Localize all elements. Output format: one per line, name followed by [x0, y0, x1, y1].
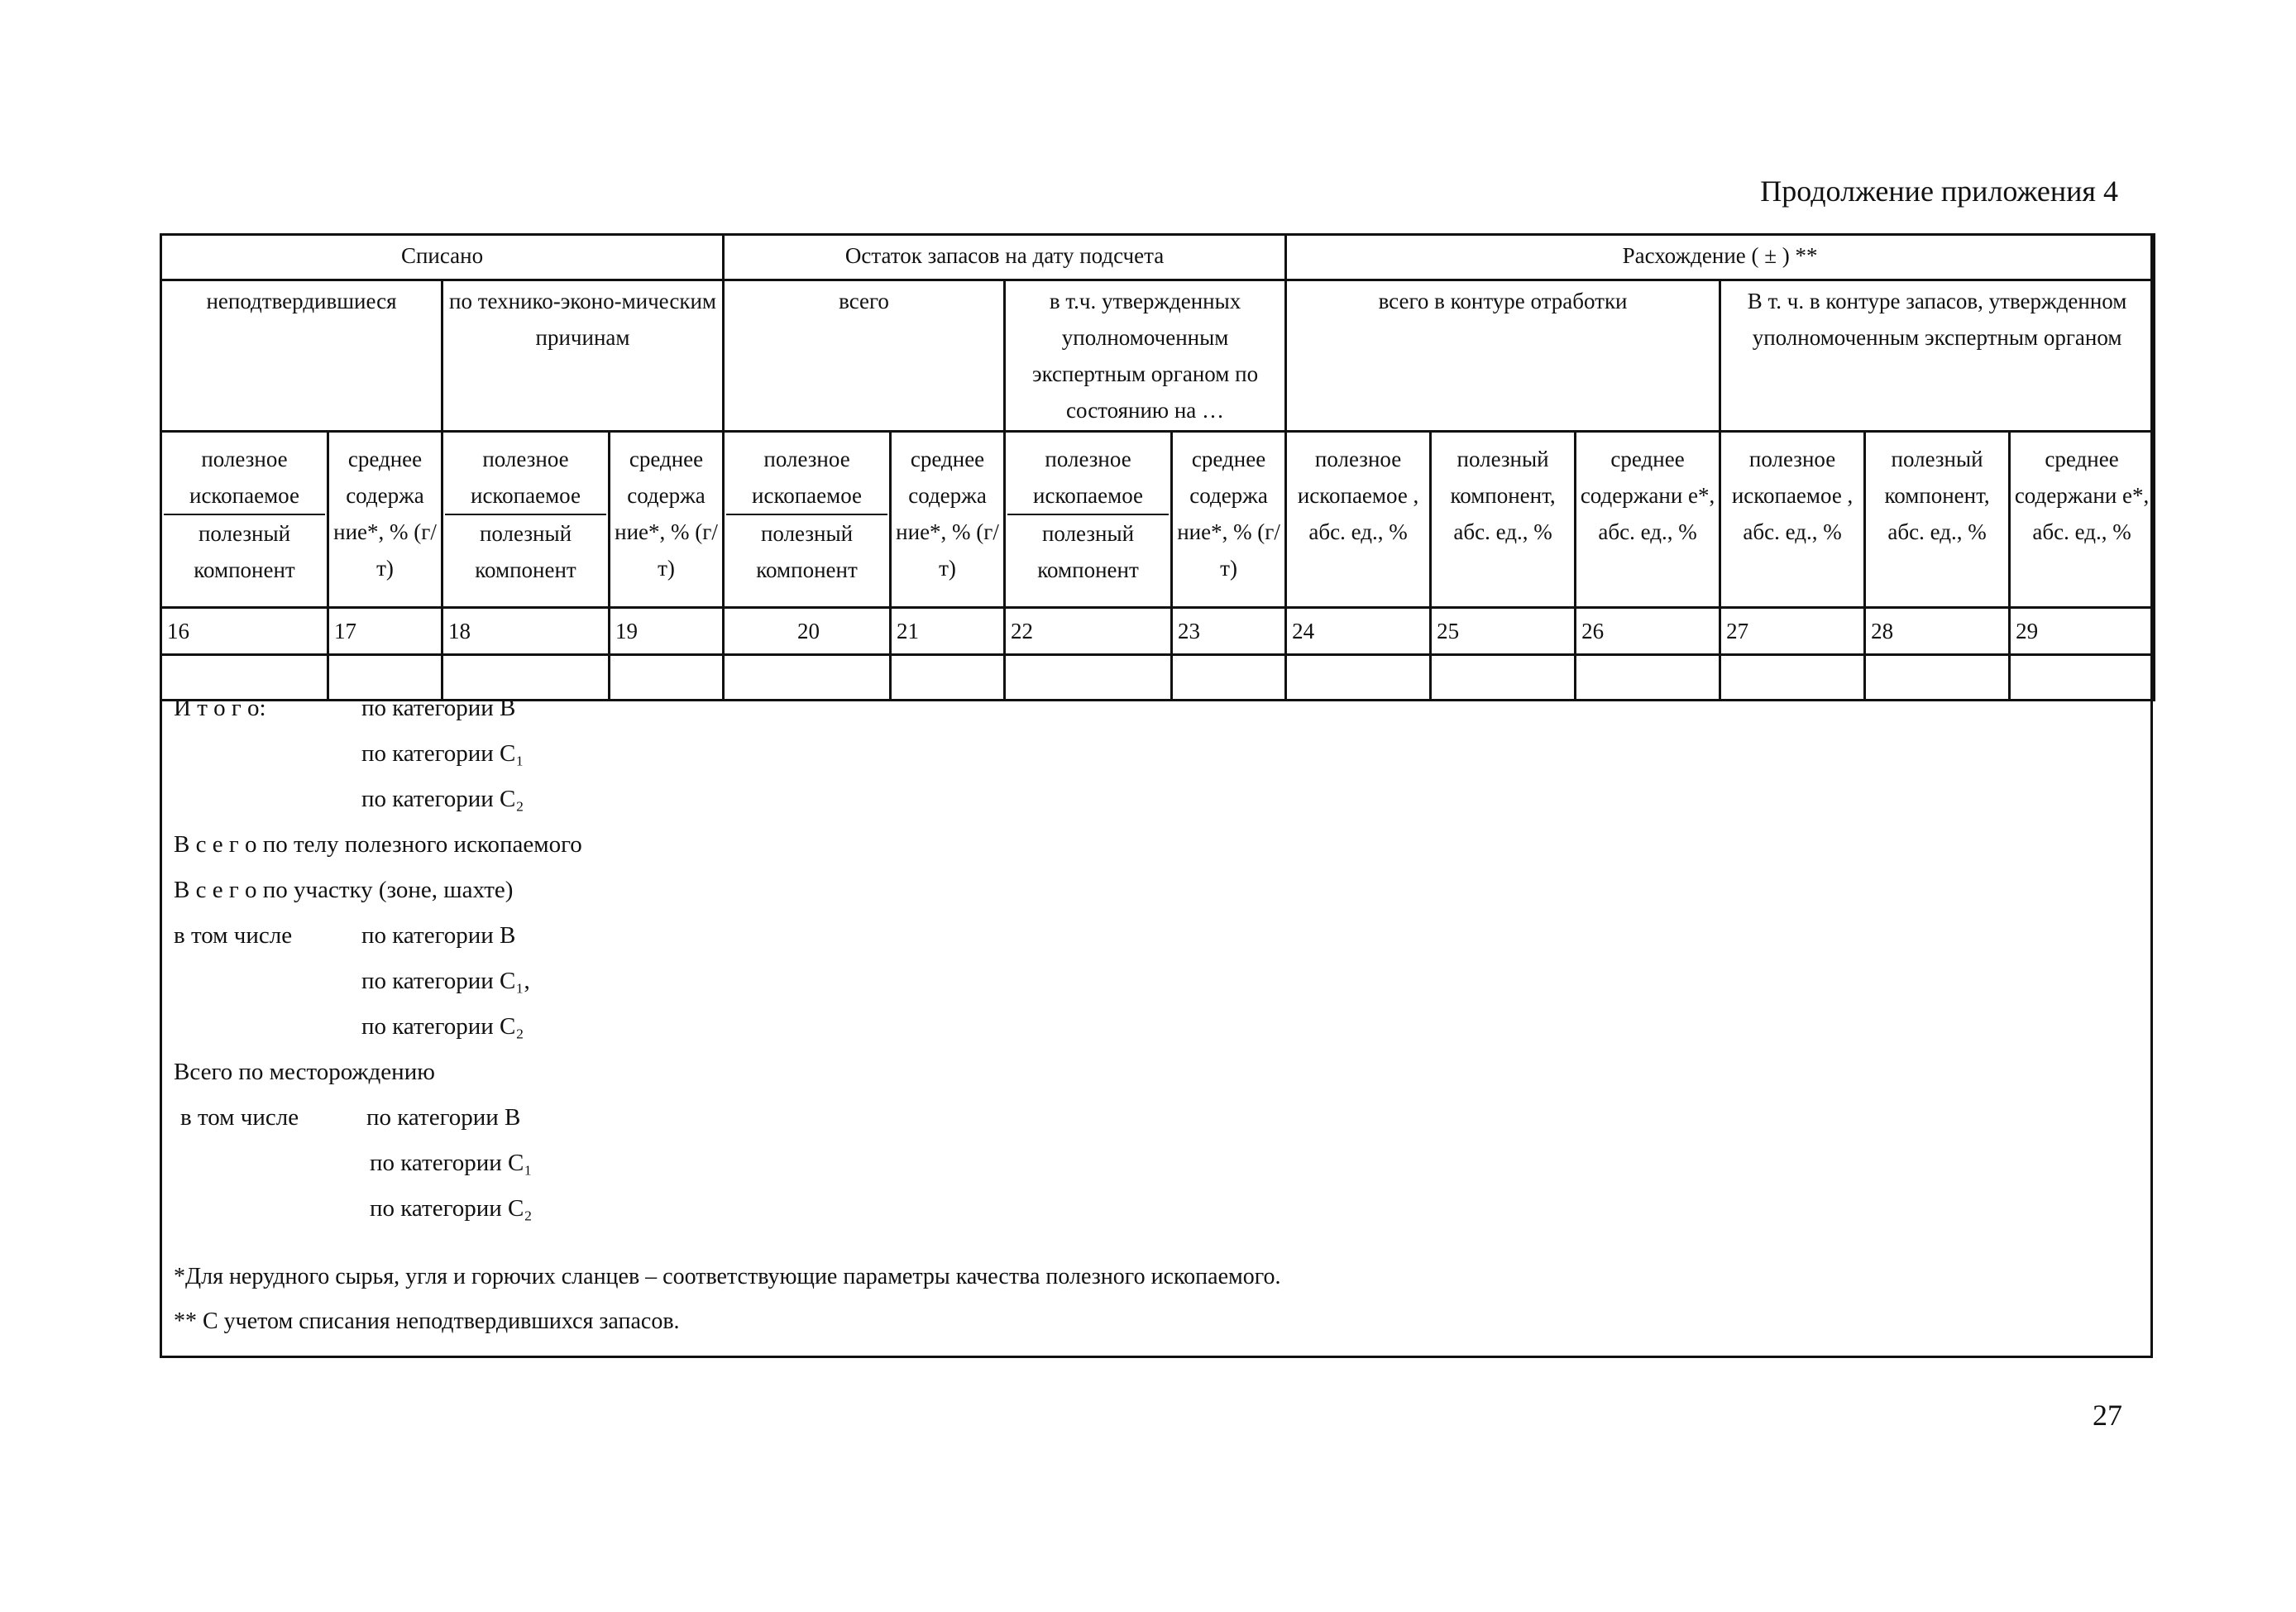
deposit-cat-b: по категории В — [366, 1104, 521, 1131]
col-number: 29 — [2010, 608, 2155, 655]
col-number: 16 — [161, 608, 328, 655]
col-head-16: $\frac{\text{полезное ископаемое}}{\text{полезный компонент}}$ — [161, 432, 328, 608]
page-heading: Продолжение приложения 4 — [1760, 175, 2118, 208]
subgroup-approved-contour: В т. ч. в контуре запасов, утвержденном уполномоченным экспертным органом — [1720, 280, 2155, 432]
col-number: 25 — [1431, 608, 1576, 655]
col-head-26: среднее содержани е*, абс. ед., % — [1576, 432, 1720, 608]
subgroup-total: всего — [724, 280, 1005, 432]
totals-cat-c1: по категории С₁ — [361, 740, 524, 767]
total-ore-body: В с е г о по телу полезного ископаемого — [174, 831, 582, 858]
col-number: 20 — [724, 608, 891, 655]
deposit-cat-c1: по категории С₁ — [370, 1150, 533, 1176]
empty-cell — [328, 655, 442, 701]
subgroup-approved: в т.ч. утвержденных уполномоченным экспертным органом по состоянию на … — [1005, 280, 1286, 432]
footnote-1: *Для нерудного сырья, угля и горючих сланцев – соответствующие параметры качества полезного ископаемого. — [174, 1264, 1281, 1289]
col-head-28: полезный компонент, абс. ед., % — [1865, 432, 2010, 608]
including-label: в том числе — [174, 922, 293, 949]
empty-cell — [1431, 655, 1576, 701]
col-head-17: среднее содержа ние*, % (г/т) — [328, 432, 442, 608]
empty-cell — [724, 655, 891, 701]
empty-data-row — [161, 655, 2155, 701]
empty-cell — [610, 655, 724, 701]
col-number: 21 — [891, 608, 1005, 655]
empty-cell — [1286, 655, 1431, 701]
page-number: 27 — [2093, 1399, 2122, 1432]
empty-cell — [2010, 655, 2155, 701]
totals-cat-b: по категории В — [361, 695, 516, 721]
total-site: В с е г о по участку (зоне, шахте) — [174, 877, 514, 903]
group-remaining: Остаток запасов на дату подсчета — [724, 235, 1286, 280]
group-written-off: Списано — [161, 235, 724, 280]
empty-cell — [1720, 655, 1865, 701]
empty-cell — [1005, 655, 1172, 701]
site-cat-b: по категории В — [361, 922, 516, 949]
col-head-24: полезное ископаемое , абс. ед., % — [1286, 432, 1431, 608]
group-header-row — [161, 235, 2155, 280]
col-number: 23 — [1172, 608, 1286, 655]
empty-cell — [1576, 655, 1720, 701]
empty-cell — [891, 655, 1005, 701]
col-number: 26 — [1576, 608, 1720, 655]
col-head-29: среднее содержани е*, абс. ед., % — [2010, 432, 2155, 608]
empty-cell — [442, 655, 610, 701]
site-cat-c2: по категории С₂ — [361, 1013, 524, 1040]
col-head-19: среднее содержа ние*, % (г/т) — [610, 432, 724, 608]
subgroup-total-contour: всего в контуре отработки — [1286, 280, 1720, 432]
footnote-2: ** С учетом списания неподтвердившихся запасов. — [174, 1308, 680, 1334]
col-number: 18 — [442, 608, 610, 655]
including-label-2: в том числе — [180, 1104, 299, 1131]
col-number: 17 — [328, 608, 442, 655]
col-head-25: полезный компонент, абс. ед., % — [1431, 432, 1576, 608]
col-head-21: среднее содержа ние*, % (г/т) — [891, 432, 1005, 608]
col-head-18: $\frac{\text{полезное ископаемое}}{\text{полезный компонент}}$ — [442, 432, 610, 608]
empty-cell — [1172, 655, 1286, 701]
col-head-27: полезное ископаемое , абс. ед., % — [1720, 432, 1865, 608]
subgroup-header-row — [161, 280, 2155, 432]
col-number: 22 — [1005, 608, 1172, 655]
col-number: 19 — [610, 608, 724, 655]
col-head-22: $\frac{\text{полезное ископаемое}}{\text{полезный компонент}}$ — [1005, 432, 1172, 608]
empty-cell — [161, 655, 328, 701]
col-number: 24 — [1286, 608, 1431, 655]
reserves-table — [160, 233, 2155, 701]
col-number: 27 — [1720, 608, 1865, 655]
subgroup-unconfirmed: неподтвердившиеся — [161, 280, 442, 432]
empty-cell — [1865, 655, 2010, 701]
deposit-cat-c2: по категории С₂ — [370, 1195, 533, 1222]
col-head-20: $\frac{\text{полезное ископаемое}}{\text{полезный компонент}}$ — [724, 432, 891, 608]
totals-cat-c2: по категории С₂ — [361, 786, 524, 812]
subgroup-techno-economic: по технико-эконо-мическим причинам — [442, 280, 724, 432]
column-header-row — [161, 432, 2155, 608]
col-head-23: среднее содержа ние*, % (г/т) — [1172, 432, 1286, 608]
column-number-row — [161, 608, 2155, 655]
group-discrepancy: Расхождение ( ± ) ** — [1286, 235, 2155, 280]
site-cat-c1: по категории С₁, — [361, 968, 530, 994]
col-number: 28 — [1865, 608, 2010, 655]
totals-label: И т о г о: — [174, 695, 266, 721]
total-deposit: Всего по месторождению — [174, 1059, 435, 1085]
